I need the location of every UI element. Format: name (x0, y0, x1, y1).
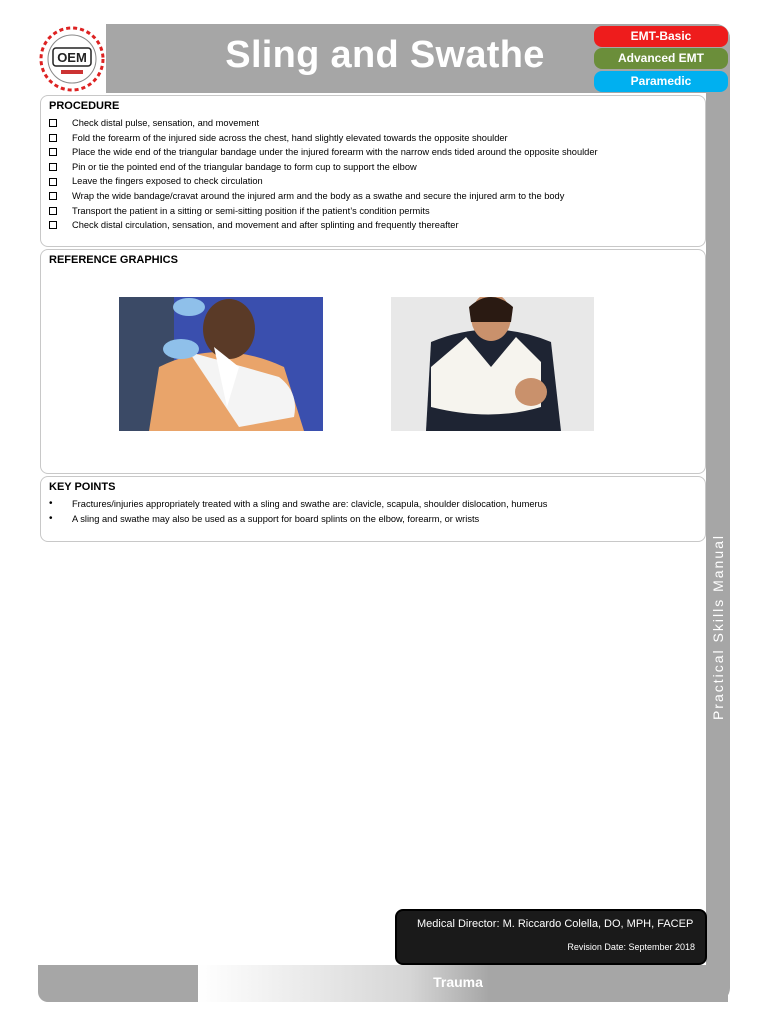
reference-photo-woman-sling (391, 297, 594, 431)
procedure-item: Transport the patient in a sitting or semi-sitting position if the patient’s condition permits (49, 204, 598, 219)
bullet-icon: • (49, 512, 53, 524)
graphics-title: REFERENCE GRAPHICS (49, 254, 178, 266)
checkbox-icon (49, 163, 57, 171)
logo-text: OEM (57, 50, 87, 65)
checkbox-icon (49, 148, 57, 156)
reference-graphics-panel (40, 249, 706, 474)
level-paramedic: Paramedic (594, 71, 728, 92)
bullet-icon: • (49, 498, 53, 509)
key-point-item: • Fractures/injuries appropriately treated with a sling and swathe are: clavicle, scapula, shoulder dislocation, humerus (49, 497, 547, 512)
level-advanced-emt: Advanced EMT (594, 48, 728, 69)
key-point-item: • A sling and swathe may also be used as a support for board splints on the elbow, forearm, or wrists (49, 512, 547, 527)
procedure-panel (40, 95, 706, 247)
procedure-item: Pin or tie the pointed end of the triangular bandage to form cup to support the elbow (49, 160, 598, 175)
checkbox-icon (49, 192, 57, 200)
reference-photo-man-sling (119, 297, 323, 431)
oem-logo (38, 24, 106, 94)
revision-date: Revision Date: September 2018 (567, 942, 695, 952)
checkbox-icon (49, 221, 57, 229)
key-points-panel (40, 476, 706, 542)
procedure-title: PROCEDURE (49, 100, 120, 112)
side-label-text: Practical Skills Manual (710, 533, 726, 721)
oem-logo-seal (39, 26, 105, 92)
key-points-title: KEY POINTS (49, 481, 116, 493)
page-title: Sling and Swathe (225, 34, 545, 76)
checkbox-icon (49, 207, 57, 215)
medical-director-name: Medical Director: M. Riccardo Colella, DO, MPH, FACEP (417, 918, 694, 930)
side-label (706, 94, 730, 964)
procedure-item: Check distal pulse, sensation, and movement (49, 116, 598, 131)
procedure-list (49, 116, 598, 233)
checkbox-icon (49, 178, 57, 186)
procedure-item: Leave the fingers exposed to check circulation (49, 174, 598, 189)
procedure-item: Wrap the wide bandage/cravat around the injured arm and the body as a swathe and secure the injured arm to the body (49, 189, 598, 204)
checkbox-icon (49, 119, 57, 127)
procedure-item: Place the wide end of the triangular bandage under the injured forearm with the narrow ends tided around the opposite shoulder (49, 145, 598, 160)
footer-section-label: Trauma (433, 974, 483, 990)
level-emt-basic: EMT-Basic (594, 26, 728, 47)
key-points-list (49, 497, 547, 526)
checkbox-icon (49, 134, 57, 142)
procedure-item: Fold the forearm of the injured side across the chest, hand slightly elevated towards the opposite shoulder (49, 131, 598, 146)
procedure-item: Check distal circulation, sensation, and movement and after splinting and frequently thereafter (49, 218, 598, 233)
medical-director-box (395, 909, 707, 965)
